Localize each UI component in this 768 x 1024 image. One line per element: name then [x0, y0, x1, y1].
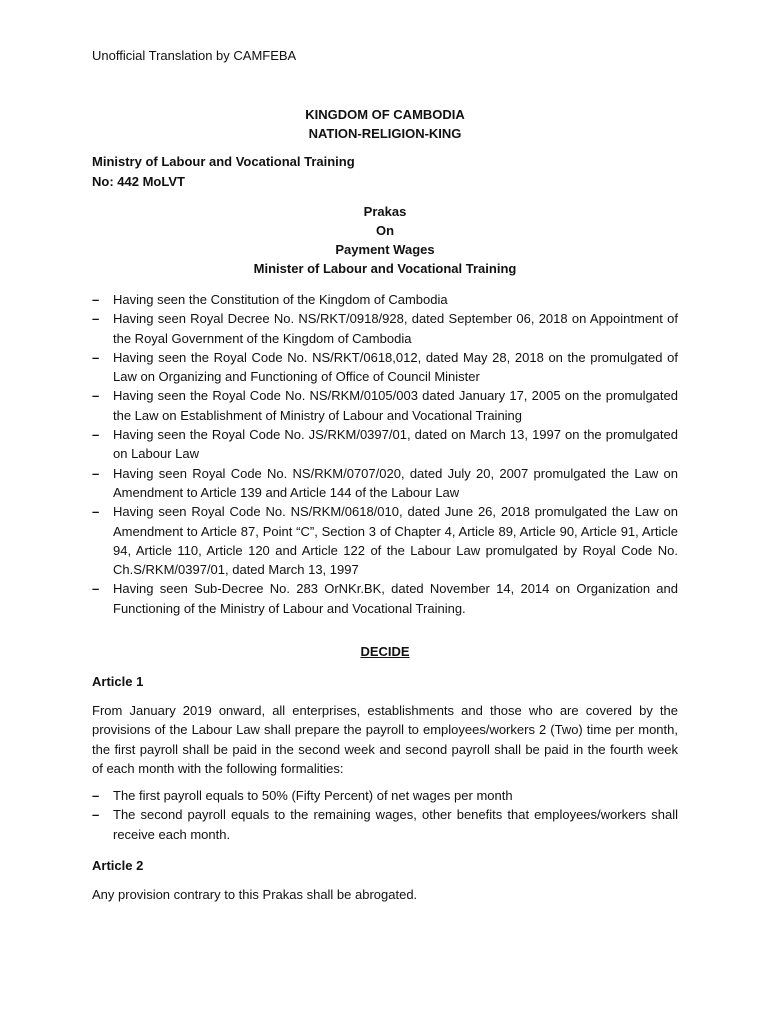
list-item: – The first payroll equals to 50% (Fifty Percent) of net wages per month: [92, 786, 678, 805]
title-prakas: Prakas: [363, 204, 407, 219]
title-on: On: [375, 223, 395, 238]
list-item: – Having seen the Royal Code No. NS/RKM/0105/003 dated January 17, 2005 on the promulgated the Law on Establishment of Ministry of Labour and Vocational Training: [92, 386, 678, 425]
article-2-text: Any provision contrary to this Prakas shall be abrogated.: [92, 887, 418, 902]
list-item: – The second payroll equals to the remaining wages, other benefits that employees/workers shall receive each month.: [92, 805, 678, 844]
article-1-text: From January 2019 onward, all enterprises, establishments and those who are covered by the provisions of the Labour Law shall prepare the payroll to employees/workers 2 (Two) time per month, the first payroll shall be paid in the second week and second payroll shall be paid in the fourth week of each month with the following formalities:: [92, 703, 678, 776]
ministry-name: Ministry of Labour and Vocational Training: [92, 154, 355, 169]
list-item: – Having seen the Royal Code No. NS/RKT/0618,012, dated May 28, 2018 on the promulgated of Law on Organizing and Functioning of Office of Council Minister: [92, 348, 678, 387]
list-item: – Having seen Sub-Decree No. 283 OrNKr.BK, dated November 14, 2014 on Organization and Functioning of the Ministry of Labour and Vocational Training.: [92, 579, 678, 618]
list-item: – Having seen the Constitution of the Kingdom of Cambodia: [92, 290, 678, 309]
article-2-heading: Article 2: [92, 858, 144, 873]
list-item: – Having seen Royal Decree No. NS/RKT/0918/928, dated September 06, 2018 on Appointment of the Royal Government of the Kingdom of Cambodia: [92, 309, 678, 348]
translation-note: Unofficial Translation by CAMFEBA: [92, 48, 297, 63]
article-1-heading: Article 1: [92, 674, 144, 689]
title-subject: Payment Wages: [335, 242, 435, 257]
kingdom-heading: KINGDOM OF CAMBODIA: [305, 107, 465, 122]
list-item: – Having seen the Royal Code No. JS/RKM/0397/01, dated on March 13, 1997 on the promulgated on Labour Law: [92, 425, 678, 464]
list-item: – Having seen Royal Code No. NS/RKM/0707/020, dated July 20, 2007 promulgated the Law on Amendment to Article 139 and Article 144 of the Labour Law: [92, 464, 678, 503]
title-minister: Minister of Labour and Vocational Training: [253, 261, 517, 276]
considerations-list: [92, 290, 678, 618]
document-number: No: 442 MoLVT: [92, 174, 185, 189]
article-1-items: [92, 786, 678, 844]
motto-heading: NATION-RELIGION-KING: [308, 126, 462, 141]
list-item: – Having seen Royal Code No. NS/RKM/0618/010, dated June 26, 2018 promulgated the Law on Amendment to Article 87, Point “C”, Section 3 of Chapter 4, Article 89, Article 90, Article 91, Article 94, Article 110, Article 120 and Article 122 of the Labour Law promulgated by Royal Code No. Ch.S/RKM/0397/01, dated March 13, 1997: [92, 502, 678, 579]
decide-heading: DECIDE: [360, 644, 410, 659]
